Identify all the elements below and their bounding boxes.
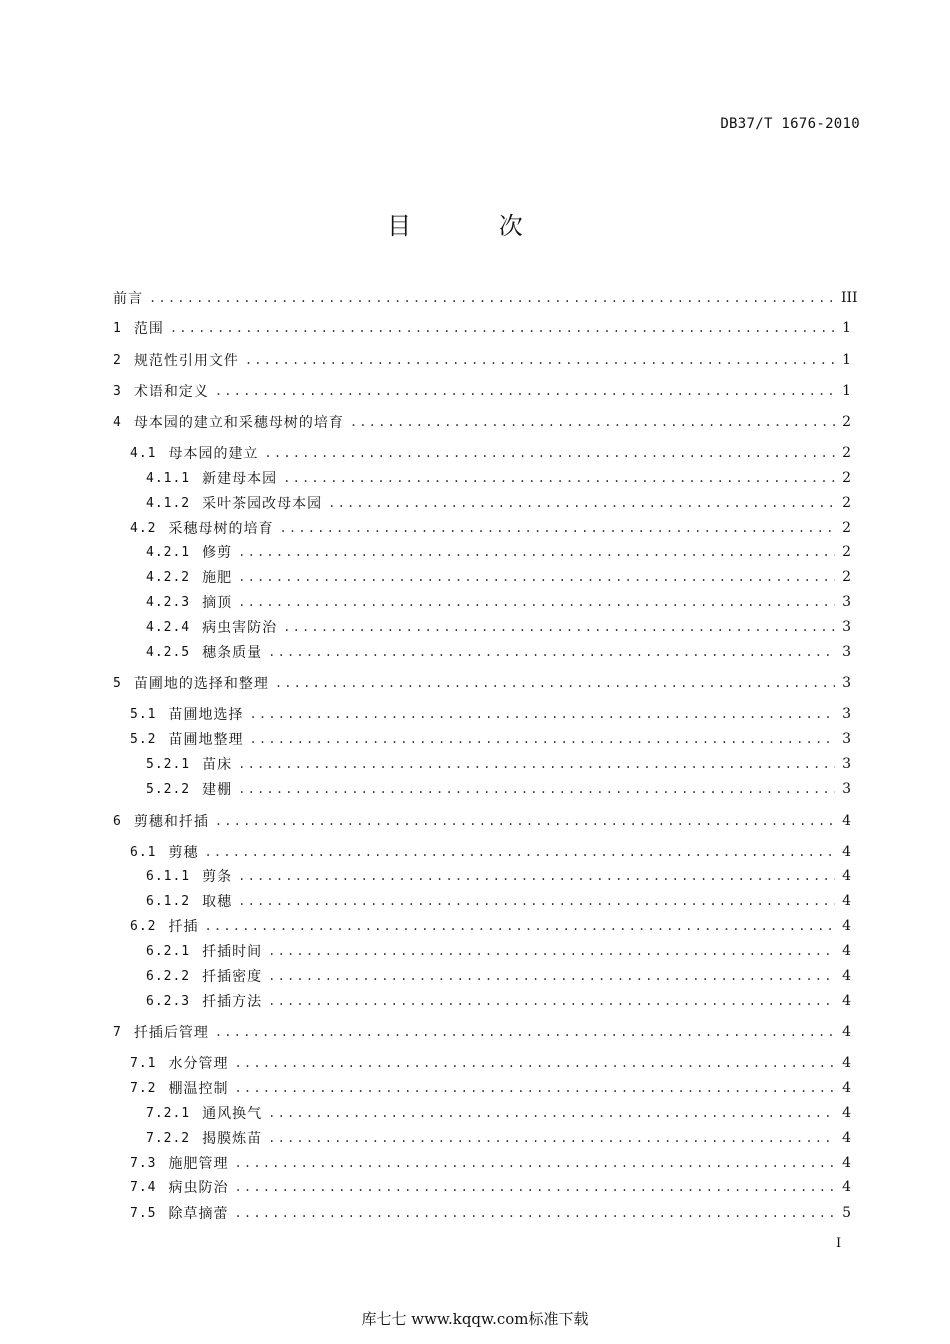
toc-entry-page: 4 (842, 1179, 851, 1195)
toc-entry-number: 4.2.5 (146, 644, 191, 660)
toc-entry-number: 4.2 (130, 520, 157, 536)
dot-leader (249, 732, 835, 746)
toc-entry-number: 7.2.1 (146, 1105, 191, 1121)
toc-entry[interactable] (113, 468, 851, 488)
toc-entry-page: III (841, 290, 858, 306)
toc-entry[interactable] (113, 1103, 851, 1123)
toc-entry-number: 7 (113, 1024, 122, 1040)
toc-entry[interactable] (113, 673, 851, 693)
toc-entry-label: 扦插 (168, 919, 199, 935)
toc-entry-page: 4 (842, 1130, 851, 1146)
toc-entry-label: 母本园的建立 (168, 446, 259, 462)
dot-leader (234, 1156, 835, 1170)
toc-entry-label: 棚温控制 (168, 1081, 229, 1097)
toc-entry-page: 2 (842, 520, 851, 536)
toc-entry-number: 5 (113, 675, 122, 691)
toc-entry-page: 4 (842, 893, 851, 909)
toc-entry[interactable] (113, 592, 851, 612)
dot-leader (234, 1056, 835, 1070)
toc-entry-page: 4 (842, 993, 851, 1009)
toc-entry-page: 4 (842, 813, 851, 829)
dot-leader (283, 471, 835, 485)
dot-leader (234, 1206, 835, 1220)
toc-entry-number: 6.2.1 (146, 943, 191, 959)
toc-entry-page: 4 (842, 844, 851, 860)
dot-leader (245, 353, 835, 367)
toc-entry-number: 2 (113, 352, 122, 368)
toc-entry-page: 2 (842, 470, 851, 486)
toc-entry[interactable] (113, 288, 858, 308)
toc-entry-page: 2 (842, 569, 851, 585)
dot-leader (170, 321, 835, 335)
toc-entry-label: 母本园的建立和采穗母树的培育 (133, 415, 344, 431)
toc-entry-number: 5.2.2 (146, 781, 191, 797)
toc-entry[interactable] (113, 518, 851, 538)
toc-entry-page: 4 (842, 1055, 851, 1071)
toc-entry[interactable] (113, 412, 851, 432)
toc-entry[interactable] (113, 1053, 851, 1073)
toc-entry[interactable] (113, 754, 851, 774)
toc-entry-page: 3 (842, 731, 851, 747)
toc-entry-label: 扦插方法 (202, 994, 263, 1010)
dot-leader (268, 645, 835, 659)
dot-leader (204, 919, 835, 933)
toc-entry-label: 建棚 (202, 782, 233, 798)
page-number: I (836, 1236, 842, 1251)
toc-entry-page: 4 (842, 943, 851, 959)
toc-entry-label: 剪穗 (168, 845, 199, 861)
toc-entry-number: 6.1 (130, 844, 157, 860)
toc-entry-page: 4 (842, 1105, 851, 1121)
toc-entry-label: 前言 (113, 291, 143, 307)
toc-entry-page: 2 (842, 445, 851, 461)
toc-entry[interactable] (113, 842, 851, 862)
toc-entry-number: 5.1 (130, 706, 157, 722)
dot-leader (268, 1131, 835, 1145)
toc-entry-label: 规范性引用文件 (133, 353, 239, 369)
toc-entry-label: 新建母本园 (202, 471, 278, 487)
toc-entry-page: 1 (842, 320, 851, 336)
toc-entry[interactable] (113, 493, 851, 513)
toc-entry-number: 6.2 (130, 918, 157, 934)
toc-entry[interactable] (113, 642, 851, 662)
toc-entry-number: 5.2 (130, 731, 157, 747)
toc-entry-page: 4 (842, 968, 851, 984)
dot-leader (215, 384, 835, 398)
toc-entry-page: 2 (842, 414, 851, 430)
dot-leader (238, 757, 835, 771)
toc-entry-page: 3 (842, 756, 851, 772)
toc-entry-label: 修剪 (202, 545, 233, 561)
toc-entry[interactable] (113, 567, 851, 587)
toc-entry[interactable] (113, 1078, 851, 1098)
toc-entry-number: 6.1.1 (146, 868, 191, 884)
toc-entry-label: 剪穗和扦插 (133, 814, 209, 830)
dot-leader (238, 782, 835, 796)
toc-entry[interactable] (113, 779, 851, 799)
toc-entry-label: 病虫害防治 (202, 620, 278, 636)
toc-entry[interactable] (113, 891, 851, 911)
toc-entry[interactable] (113, 916, 851, 936)
toc-entry-number: 7.4 (130, 1179, 157, 1195)
toc-entry[interactable] (113, 941, 851, 961)
toc-entry-label: 病虫防治 (168, 1180, 229, 1196)
toc-entry[interactable] (113, 617, 851, 637)
toc-entry-label: 取穗 (202, 894, 233, 910)
toc-entry-label: 苗圃地整理 (168, 732, 244, 748)
toc-entry-label: 采穗母树的培育 (168, 521, 274, 537)
toc-entry[interactable] (113, 1153, 851, 1173)
toc-entry-page: 5 (842, 1205, 851, 1221)
dot-leader (215, 1025, 835, 1039)
toc-entry-page: 3 (842, 706, 851, 722)
toc-entry-label: 扦插时间 (202, 944, 263, 960)
toc-entry[interactable] (113, 1128, 851, 1148)
dot-leader (350, 415, 835, 429)
toc-entry-number: 7.1 (130, 1055, 157, 1071)
toc-entry-number: 4.1 (130, 445, 157, 461)
toc-entry-page: 4 (842, 918, 851, 934)
dot-leader (268, 969, 835, 983)
dot-leader (215, 814, 835, 828)
dot-leader (238, 894, 835, 908)
toc-entry-number: 7.2.2 (146, 1130, 191, 1146)
toc-entry[interactable] (113, 991, 851, 1011)
standard-code: DB37/T 1676-2010 (720, 116, 860, 132)
toc-entry-number: 6.2.3 (146, 993, 191, 1009)
dot-leader (234, 1081, 835, 1095)
toc-entry-number: 4.2.2 (146, 569, 191, 585)
toc-entry-label: 施肥 (202, 570, 233, 586)
dot-leader (264, 446, 835, 460)
dot-leader (234, 1180, 835, 1194)
toc-entry-label: 范围 (133, 321, 164, 337)
toc-entry-label: 术语和定义 (133, 384, 209, 400)
toc-entry-number: 3 (113, 383, 122, 399)
toc-entry-label: 苗圃地的选择和整理 (133, 676, 269, 692)
toc-entry[interactable] (113, 729, 851, 749)
toc-entry-number: 7.2 (130, 1080, 157, 1096)
toc-entry[interactable] (113, 866, 851, 886)
dot-leader (238, 570, 835, 584)
toc-entry-page: 3 (842, 644, 851, 660)
toc-entry-number: 4.2.3 (146, 594, 191, 610)
toc-entry-label: 穗条质量 (202, 645, 263, 661)
toc-entry-page: 4 (842, 1080, 851, 1096)
toc-entry-label: 水分管理 (168, 1056, 229, 1072)
dot-leader (268, 1106, 835, 1120)
toc-entry-number: 6.1.2 (146, 893, 191, 909)
toc-entry[interactable] (113, 704, 851, 724)
dot-leader (283, 620, 835, 634)
dot-leader (275, 676, 835, 690)
toc-entry[interactable] (113, 318, 851, 338)
toc-entry[interactable] (113, 350, 851, 370)
toc-entry-label: 摘顶 (202, 595, 233, 611)
toc-entry-number: 4.1.2 (146, 495, 191, 511)
toc-entry[interactable] (113, 811, 851, 831)
toc-entry[interactable] (113, 381, 851, 401)
dot-leader (238, 595, 835, 609)
toc-entry-page: 2 (842, 495, 851, 511)
toc-entry-number: 7.3 (130, 1155, 157, 1171)
toc-entry-page: 3 (842, 619, 851, 635)
toc-entry-number: 6 (113, 813, 122, 829)
toc-entry-label: 除草摘蕾 (168, 1206, 229, 1222)
toc-entry-number: 7.5 (130, 1205, 157, 1221)
toc-entry-label: 剪条 (202, 869, 233, 885)
toc-entry-page: 1 (842, 383, 851, 399)
toc-entry-page: 4 (842, 868, 851, 884)
toc-entry-page: 4 (842, 1155, 851, 1171)
toc-entry[interactable] (113, 542, 851, 562)
dot-leader (268, 944, 835, 958)
toc-entry-number: 4.1.1 (146, 470, 191, 486)
page-title: 目 次 (387, 212, 563, 240)
toc-entry-page: 1 (842, 352, 851, 368)
toc-entry-page: 3 (842, 675, 851, 691)
toc-entry-label: 采叶茶园改母本园 (202, 496, 323, 512)
toc-entry-label: 通风换气 (202, 1106, 263, 1122)
toc-entry-page: 3 (842, 781, 851, 797)
toc-entry[interactable] (113, 966, 851, 986)
toc-entry-number: 4.2.4 (146, 619, 191, 635)
toc-entry-label: 苗床 (202, 757, 233, 773)
toc-entry-page: 4 (842, 1024, 851, 1040)
dot-leader (238, 869, 835, 883)
toc-entry-label: 扦插密度 (202, 969, 263, 985)
footer-watermark: 库七七 www.kqqw.com标准下载 (361, 1310, 589, 1328)
dot-leader (268, 994, 835, 1008)
dot-leader (238, 545, 835, 559)
toc-entry[interactable] (113, 1177, 851, 1197)
toc-entry[interactable] (113, 1203, 851, 1223)
toc-entry[interactable] (113, 443, 851, 463)
toc-entry-number: 1 (113, 320, 122, 336)
dot-leader (279, 521, 835, 535)
toc-entry-number: 6.2.2 (146, 968, 191, 984)
toc-entry-page: 2 (842, 544, 851, 560)
toc-entry-page: 3 (842, 594, 851, 610)
toc-entry-label: 苗圃地选择 (168, 707, 244, 723)
dot-leader (149, 291, 835, 305)
toc-entry-number: 4.2.1 (146, 544, 191, 560)
toc-entry-label: 揭膜炼苗 (202, 1131, 263, 1147)
toc-entry-number: 5.2.1 (146, 756, 191, 772)
toc-entry-label: 施肥管理 (168, 1156, 229, 1172)
dot-leader (204, 845, 835, 859)
dot-leader (249, 707, 835, 721)
toc-entry[interactable] (113, 1022, 851, 1042)
toc-entry-number: 4 (113, 414, 122, 430)
toc-entry-label: 扦插后管理 (133, 1025, 209, 1041)
dot-leader (328, 496, 835, 510)
